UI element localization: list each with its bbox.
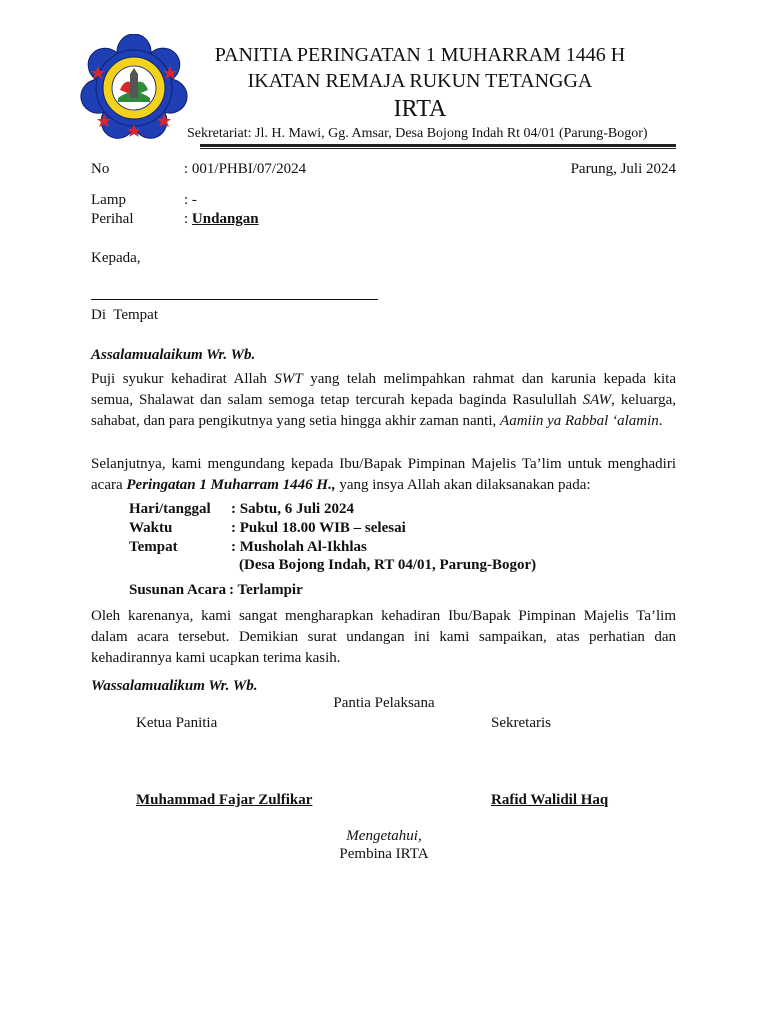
no-value: : 001/PHBI/07/2024 xyxy=(184,161,307,177)
ketua-title: Ketua Panitia xyxy=(136,715,218,731)
paragraph-opening xyxy=(91,369,676,432)
perihal-line xyxy=(184,209,259,229)
p1-text-a: Puji syukur kehadirat Allah xyxy=(91,371,275,387)
p1-saw: SAW xyxy=(582,392,612,408)
sekretaris-name: Rafid Walidil Haq xyxy=(491,792,609,808)
p2-event-name: Peringatan 1 Muharram 1446 H., xyxy=(126,477,336,493)
letterhead-rule-thin xyxy=(200,148,676,149)
mengetahui-label: Mengetahui, xyxy=(346,828,422,844)
detail-waktu-label: Waktu xyxy=(129,520,173,536)
paragraph-closing: Oleh karenanya, kami sangat mengharapkan kehadiran Ibu/Bapak Pimpinan Majelis Ta’lim dalam acara tersebut. Demikian surat undangan ini kami sampaikan, atas perhatian dan kehadirannya kami ucapkan terima kasih. xyxy=(91,608,676,666)
detail-hari-value: : Sabtu, 6 Juli 2024 xyxy=(231,501,354,517)
detail-hari-label: Hari/tanggal xyxy=(129,501,211,517)
sekretaris-title: Sekretaris xyxy=(491,715,551,731)
p1-text-b: yang telah melimpahkan rahmat dan karunia kepada kita semua, Shalawat dan salam semoga tetap tercurah kepada baginda Rasulullah xyxy=(91,371,676,408)
p1-swt: SWT xyxy=(274,371,303,387)
perihal-value: Undangan xyxy=(191,211,259,227)
recipient-tempat: Di Tempat xyxy=(91,307,158,323)
detail-tempat-label: Tempat xyxy=(129,539,178,555)
letterhead-title: PANITIA PERINGATAN 1 MUHARRAM 1446 H xyxy=(214,44,626,66)
lamp-value: : - xyxy=(184,192,197,208)
letterhead-acronym: IRTA xyxy=(393,96,447,122)
recipient-blank-line xyxy=(91,299,378,300)
p1-aamiin: Aamiin ya Rabbal ‘alamin xyxy=(500,413,659,429)
letterhead-address: Sekretariat: Jl. H. Mawi, Gg. Amsar, Desa Bojong Indah Rt 04/01 (Parung-Bogor) xyxy=(187,126,648,141)
p1-text-d: . xyxy=(658,413,663,429)
paragraph-invitation xyxy=(91,454,676,496)
letterhead-rule-thick xyxy=(200,144,676,147)
detail-waktu-value: : Pukul 18.00 WIB – selesai xyxy=(231,520,406,536)
detail-susunan-value: : Terlampir xyxy=(229,582,303,598)
pembina-label: Pembina IRTA xyxy=(339,846,429,862)
detail-tempat-value: : Musholah Al-Ikhlas xyxy=(231,539,367,555)
perihal-colon: : xyxy=(184,211,192,227)
p2-text-a: Selanjutnya, kami mengundang kepada Ibu/Bapak Pimpinan Majelis Ta’lim untuk menghadiri acara xyxy=(91,456,676,493)
letter-date: Parung, Juli 2024 xyxy=(570,161,676,177)
p1-text-c: , keluarga, sahabat, dan para pengikutnya yang setia hingga akhir zaman nanti, xyxy=(91,392,676,429)
lamp-label: Lamp xyxy=(91,192,126,208)
panitia-label: Pantia Pelaksana xyxy=(333,695,435,711)
detail-tempat-address: (Desa Bojong Indah, RT 04/01, Parung-Bogor) xyxy=(239,557,537,573)
ketua-name: Muhammad Fajar Zulfikar xyxy=(136,792,313,808)
no-label: No xyxy=(91,161,110,177)
greeting: Assalamualaikum Wr. Wb. xyxy=(91,347,256,363)
recipient-kepada: Kepada, xyxy=(91,250,141,266)
detail-susunan-label: Susunan Acara xyxy=(129,582,227,598)
letterhead-subtitle: IKATAN REMAJA RUKUN TETANGGA xyxy=(247,70,593,92)
organization-logo xyxy=(80,34,188,142)
closing-salam: Wassalamualikum Wr. Wb. xyxy=(91,678,258,694)
p2-text-b: yang insya Allah akan dilaksanakan pada: xyxy=(335,477,591,493)
perihal-label: Perihal xyxy=(91,211,134,227)
